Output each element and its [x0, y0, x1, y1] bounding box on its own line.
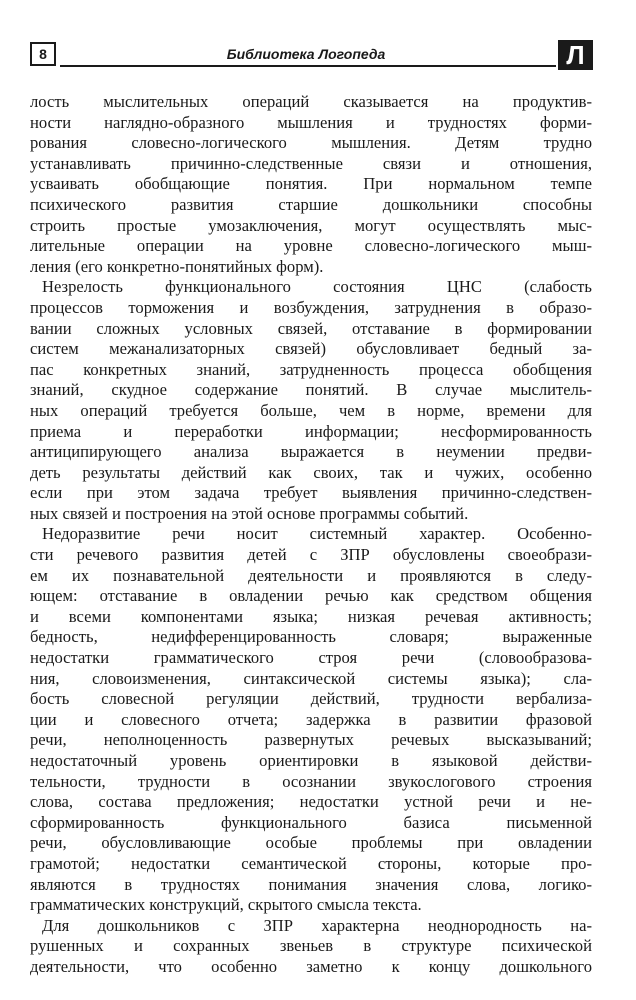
text-line: усваивать обобщающие понятия. При нормальном темпе [30, 174, 592, 194]
text-line: недостаточный уровень ориентировки в языковой действи- [30, 751, 592, 770]
text-line: устанавливать причинно-следственные связи и отношения, [30, 153, 592, 173]
text-line: ности наглядно-образного мышления и трудностях форми- [30, 112, 592, 132]
text-line: сформированность функционального базиса письменной [30, 812, 592, 832]
text-line: речи, неполноценность развернутых речевых высказываний; [30, 730, 592, 750]
text-line: сти речевого развития детей с ЗПР обусловлены своеобрази- [30, 545, 592, 565]
text-line: Недоразвитие речи носит системный характер. Особенно- [42, 524, 592, 544]
text-line: знаний, скудное содержание понятий. В случае мыслитель- [30, 380, 592, 400]
text-line: ции и словесного отчета; задержка в развитии фразовой [30, 709, 592, 729]
text-line: грамматических конструкций, скрытого смысла текста. [30, 895, 422, 915]
text-line: лительные операции на уровне словесно-логического мыш- [30, 236, 592, 256]
text-line: и всеми компонентами языка; низкая речевая активность; [30, 606, 592, 626]
header-rule [60, 65, 556, 67]
body-text [30, 92, 592, 978]
text-line: слова, состава предложения; недостатки устной речи и не- [30, 792, 592, 812]
text-line: приема и переработки информации; несформированность [30, 421, 592, 441]
text-line: лость мыслительных операций сказывается на продуктив- [30, 92, 592, 111]
text-line: ных связей и построения на этой основе программы событий. [30, 503, 469, 523]
text-line: Для дошкольников с ЗПР характерна неоднородность на- [42, 915, 592, 935]
text-line: психического развития старшие дошкольники способны [30, 194, 592, 214]
text-line: деть результаты действий как своих, так и чужих, особенно [30, 462, 592, 482]
text-line: деятельности, что особенно заметно к концу дошкольного [30, 956, 592, 976]
text-line: бость словесной регуляции действий, трудности вербализа- [30, 689, 592, 709]
text-line: ления (его конкретно-понятийных форм). [30, 256, 324, 276]
text-line: строить простые умозаключения, могут осуществлять мыс- [30, 215, 592, 235]
text-line: рования словесно-логического мышления. Детям трудно [30, 133, 592, 153]
text-line: систем межанализаторных связей) обусловливает бедный за- [30, 339, 592, 359]
series-logo: Л [558, 40, 593, 70]
text-line: Незрелость функционального состояния ЦНС (слабость [42, 277, 592, 297]
text-line: пас конкретных знаний, затрудненность процесса обобщения [30, 359, 592, 379]
page-number: 8 [30, 42, 56, 66]
text-line: если при этом задача требует выявления причинно-следствен- [30, 483, 592, 503]
text-line: грамотой; недостатки семантической стороны, которые про- [30, 853, 592, 873]
text-line: антиципирующего анализа выражается в неумении предви- [30, 442, 592, 462]
text-line: вании сложных условных связей, отставание в формировании [30, 318, 592, 338]
text-line: рушенных и сохранных звеньев в структуре психической [30, 936, 592, 956]
text-line: ных операций требуется больше, чем в норме, времени для [30, 400, 592, 420]
text-line: бедность, недифференцированность словаря; выраженные [30, 627, 592, 647]
text-line: процессов торможения и возбуждения, затруднения в образо- [30, 297, 592, 317]
text-line: ем их познавательной деятельности и проявляются в следу- [30, 565, 592, 585]
text-line: недостатки грамматического строя речи (словообразова- [30, 648, 592, 668]
text-line: тельности, трудности в осознании звукослогового строения [30, 771, 592, 791]
text-line: ния, словоизменения, синтаксической системы языка); сла- [30, 668, 592, 688]
running-title: Библиотека Логопеда [226, 46, 386, 62]
text-line: являются в трудностях понимания значения слова, логико- [30, 874, 592, 894]
text-line: ющем: отставание в овладении речью как средством общения [30, 586, 592, 606]
text-line: речи, обусловливающие особые проблемы при овладении [30, 833, 592, 853]
running-header [30, 40, 593, 68]
